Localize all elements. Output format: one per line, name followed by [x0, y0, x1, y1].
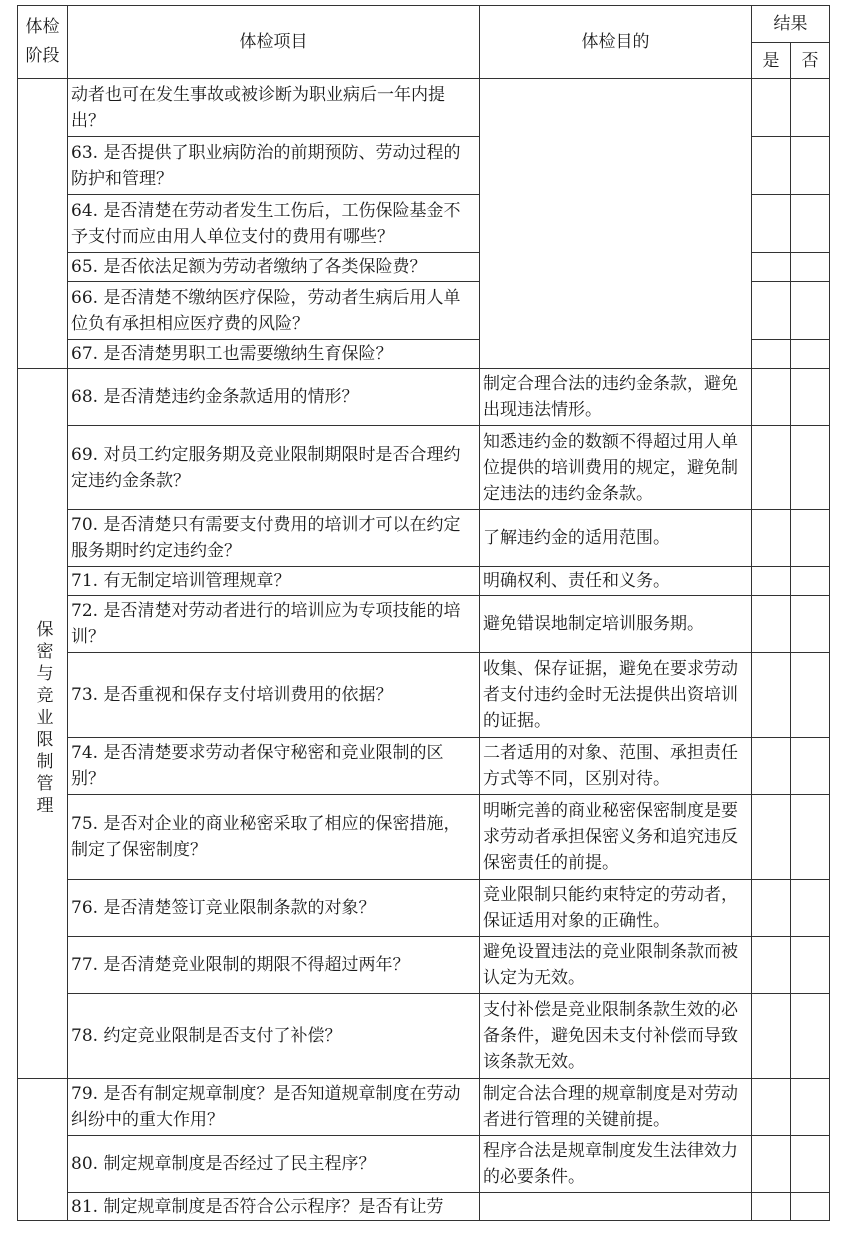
table-row	[18, 567, 830, 596]
no-checkbox-cell[interactable]	[791, 369, 830, 426]
stage-label: 保密与竞业限制管理	[32, 619, 53, 818]
purpose-cell: 避免错误地制定培训服务期。	[480, 596, 752, 653]
yes-checkbox-cell[interactable]	[752, 340, 791, 369]
item-cell: 68. 是否清楚违约金条款适用的情形？	[68, 369, 480, 426]
purpose-cell: 了解违约金的适用范围。	[480, 510, 752, 567]
no-checkbox-cell[interactable]	[791, 340, 830, 369]
yes-checkbox-cell[interactable]	[752, 282, 791, 340]
yes-checkbox-cell[interactable]	[752, 937, 791, 994]
yes-checkbox-cell[interactable]	[752, 79, 791, 137]
purpose-cell: 制定合理合法的违约金条款，避免出现违法情形。	[480, 369, 752, 426]
yes-checkbox-cell[interactable]	[752, 253, 791, 282]
item-cell: 70. 是否清楚只有需要支付费用的培训才可以在约定服务期时约定违约金？	[68, 510, 480, 567]
table-row	[18, 426, 830, 510]
item-cell: 动者也可在发生事故或被诊断为职业病后一年内提出？	[68, 79, 480, 137]
no-checkbox-cell[interactable]	[791, 994, 830, 1079]
yes-checkbox-cell[interactable]	[752, 195, 791, 253]
item-cell: 66. 是否清楚不缴纳医疗保险，劳动者生病后用人单位负有承担相应医疗费的风险？	[68, 282, 480, 340]
yes-checkbox-cell[interactable]	[752, 738, 791, 795]
table-row	[18, 653, 830, 738]
table-row	[18, 937, 830, 994]
header-no: 否	[791, 43, 830, 79]
table-row	[18, 994, 830, 1079]
item-cell: 63. 是否提供了职业病防治的前期预防、劳动过程的防护和管理？	[68, 137, 480, 195]
item-cell: 78. 约定竞业限制是否支付了补偿？	[68, 994, 480, 1079]
yes-checkbox-cell[interactable]	[752, 653, 791, 738]
purpose-cell: 二者适用的对象、范围、承担责任方式等不同，区别对待。	[480, 738, 752, 795]
purpose-cell: 支付补偿是竞业限制条款生效的必备条件，避免因未支付补偿而导致该条款无效。	[480, 994, 752, 1079]
header-result: 结果	[752, 6, 830, 43]
no-checkbox-cell[interactable]	[791, 596, 830, 653]
yes-checkbox-cell[interactable]	[752, 880, 791, 937]
yes-checkbox-cell[interactable]	[752, 596, 791, 653]
header-stage: 体检阶段	[18, 6, 68, 79]
yes-checkbox-cell[interactable]	[752, 795, 791, 880]
no-checkbox-cell[interactable]	[791, 880, 830, 937]
header-yes: 是	[752, 43, 791, 79]
yes-checkbox-cell[interactable]	[752, 369, 791, 426]
yes-checkbox-cell[interactable]	[752, 567, 791, 596]
checkup-table	[17, 5, 830, 1221]
no-checkbox-cell[interactable]	[791, 1079, 830, 1136]
item-cell: 73. 是否重视和保存支付培训费用的依据？	[68, 653, 480, 738]
header-purpose: 体检目的	[480, 6, 752, 79]
purpose-cell: 程序合法是规章制度发生法律效力的必要条件。	[480, 1136, 752, 1193]
table-row	[18, 1136, 830, 1193]
table-row	[18, 510, 830, 567]
item-cell: 81. 制定规章制度是否符合公示程序？是否有让劳	[68, 1193, 480, 1221]
no-checkbox-cell[interactable]	[791, 567, 830, 596]
stage-cell	[18, 1079, 68, 1221]
table-row	[18, 1079, 830, 1136]
purpose-cell: 明晰完善的商业秘密保密制度是要求劳动者承担保密义务和追究违反保密责任的前提。	[480, 795, 752, 880]
yes-checkbox-cell[interactable]	[752, 510, 791, 567]
table-row	[18, 596, 830, 653]
yes-checkbox-cell[interactable]	[752, 1193, 791, 1221]
item-cell: 76. 是否清楚签订竞业限制条款的对象？	[68, 880, 480, 937]
item-cell: 67. 是否清楚男职工也需要缴纳生育保险？	[68, 340, 480, 369]
item-cell: 80. 制定规章制度是否经过了民主程序？	[68, 1136, 480, 1193]
no-checkbox-cell[interactable]	[791, 1136, 830, 1193]
no-checkbox-cell[interactable]	[791, 195, 830, 253]
yes-checkbox-cell[interactable]	[752, 426, 791, 510]
no-checkbox-cell[interactable]	[791, 937, 830, 994]
table-row	[18, 369, 830, 426]
no-checkbox-cell[interactable]	[791, 738, 830, 795]
no-checkbox-cell[interactable]	[791, 79, 830, 137]
no-checkbox-cell[interactable]	[791, 653, 830, 738]
no-checkbox-cell[interactable]	[791, 795, 830, 880]
yes-checkbox-cell[interactable]	[752, 1136, 791, 1193]
no-checkbox-cell[interactable]	[791, 282, 830, 340]
table-row	[18, 1193, 830, 1221]
item-cell: 64. 是否清楚在劳动者发生工伤后，工伤保险基金不予支付而应由用人单位支付的费用有哪些？	[68, 195, 480, 253]
stage-cell	[18, 79, 68, 369]
item-cell: 75. 是否对企业的商业秘密采取了相应的保密措施，制定了保密制度？	[68, 795, 480, 880]
item-cell: 77. 是否清楚竞业限制的期限不得超过两年？	[68, 937, 480, 994]
no-checkbox-cell[interactable]	[791, 426, 830, 510]
no-checkbox-cell[interactable]	[791, 510, 830, 567]
no-checkbox-cell[interactable]	[791, 1193, 830, 1221]
item-cell: 69. 对员工约定服务期及竞业限制期限时是否合理约定违约金条款？	[68, 426, 480, 510]
purpose-cell: 制定合法合理的规章制度是对劳动者进行管理的关键前提。	[480, 1079, 752, 1136]
table-row	[18, 880, 830, 937]
stage-cell	[18, 369, 68, 1079]
table-row	[18, 79, 830, 137]
no-checkbox-cell[interactable]	[791, 137, 830, 195]
purpose-cell: 明确权利、责任和义务。	[480, 567, 752, 596]
item-cell: 72. 是否清楚对劳动者进行的培训应为专项技能的培训？	[68, 596, 480, 653]
table-row	[18, 738, 830, 795]
yes-checkbox-cell[interactable]	[752, 994, 791, 1079]
purpose-cell: 收集、保存证据，避免在要求劳动者支付违约金时无法提供出资培训的证据。	[480, 653, 752, 738]
purpose-cell: 避免设置违法的竞业限制条款而被认定为无效。	[480, 937, 752, 994]
no-checkbox-cell[interactable]	[791, 253, 830, 282]
purpose-cell: 竞业限制只能约束特定的劳动者，保证适用对象的正确性。	[480, 880, 752, 937]
item-cell: 65. 是否依法足额为劳动者缴纳了各类保险费？	[68, 253, 480, 282]
item-cell: 71. 有无制定培训管理规章？	[68, 567, 480, 596]
item-cell: 74. 是否清楚要求劳动者保守秘密和竞业限制的区别？	[68, 738, 480, 795]
table-row	[18, 795, 830, 880]
yes-checkbox-cell[interactable]	[752, 1079, 791, 1136]
yes-checkbox-cell[interactable]	[752, 137, 791, 195]
item-cell: 79. 是否有制定规章制度？是否知道规章制度在劳动纠纷中的重大作用？	[68, 1079, 480, 1136]
header-item: 体检项目	[68, 6, 480, 79]
purpose-cell	[480, 79, 752, 369]
purpose-cell	[480, 1193, 752, 1221]
purpose-cell: 知悉违约金的数额不得超过用人单位提供的培训费用的规定，避免制定违法的违约金条款。	[480, 426, 752, 510]
